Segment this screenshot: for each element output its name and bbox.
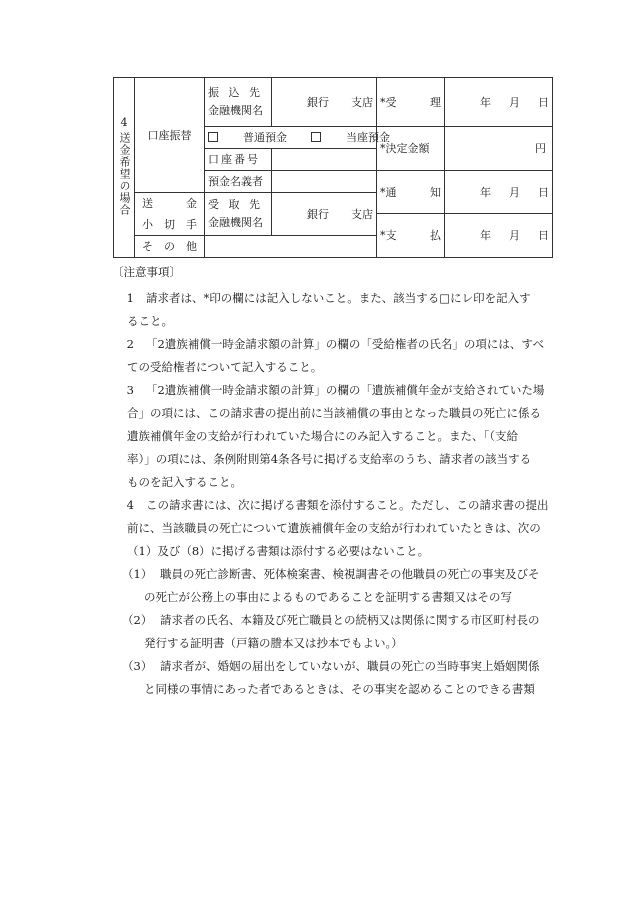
note-item-continuation: 遺族補償年金の支給が行われていた場合にのみ記入すること。また、「（支給	[127, 429, 518, 443]
bank-label: 銀行	[307, 95, 329, 109]
note-item-text: 「2遺族補償一時金請求額の計算」の欄の「遺族補償年金が支給されていた場	[146, 383, 545, 397]
receipt-month: 月	[509, 95, 520, 109]
account-transfer-label: 口座振替	[135, 78, 205, 193]
yen-label: 円	[535, 142, 546, 155]
account-holder-field[interactable]	[272, 171, 377, 193]
account-number-label: 口座番号	[205, 149, 272, 171]
note-subitem	[114, 609, 559, 655]
receiver-bank-line1: 受 取 先	[208, 198, 263, 211]
note-item	[114, 494, 559, 563]
section-title: 送金希望の場合	[118, 132, 131, 216]
note-item-first-line	[114, 287, 559, 310]
payment-label-a: *支	[380, 229, 397, 242]
remittance-check-1b: 金	[186, 197, 197, 210]
note-item-label: 3	[126, 383, 134, 397]
note-item-continuation: （1）及び（8）に掲げる書類は添付する必要はないこと。	[127, 544, 430, 558]
note-item-first-line	[114, 379, 559, 402]
remittance-check-label	[135, 193, 205, 236]
remittance-check-2a: 小	[142, 218, 153, 231]
note-item-label: 4	[126, 498, 134, 512]
note-item-continuation: ての受給権者について記入すること。	[127, 360, 323, 374]
other-label	[135, 236, 205, 258]
note-subitem-text: 請求者が、婚姻の届出をしていないが、職員の死亡の当時事実上婚姻関係	[160, 659, 540, 673]
payment-year: 年	[480, 229, 491, 242]
note-item-first-line	[114, 494, 559, 517]
notice-label-b: 知	[430, 185, 441, 199]
note-item-continuation: ものを記入すること。	[127, 475, 242, 489]
ordinary-deposit-option[interactable]	[208, 131, 287, 144]
note-item	[114, 379, 559, 494]
note-subitem-label: （2）	[122, 613, 153, 627]
ordinary-deposit-checkbox[interactable]	[208, 132, 218, 142]
note-subitem-label: （3）	[122, 659, 153, 673]
deposit-type-row	[205, 127, 390, 149]
note-item-continuation: 前に、当該職員の死亡について遺族補償年金の支給が行われていたときは、次の	[127, 521, 541, 535]
current-deposit-label: 当座預金	[346, 131, 390, 144]
ordinary-deposit-label: 普通預金	[243, 131, 287, 144]
note-subitem-label: （1）	[122, 567, 153, 581]
other-a: そ	[142, 240, 153, 253]
other-b: の	[164, 240, 175, 253]
remittance-check-1a: 送	[142, 197, 153, 210]
transfer-bank-line2: 金融機関名	[208, 104, 263, 117]
transfer-bank-field[interactable]	[272, 78, 377, 127]
payment-label	[377, 214, 445, 258]
decided-amount-label: *決定金額	[377, 127, 445, 171]
note-subitem-text: 請求者の氏名、本籍及び死亡職員との続柄又は関係に関する市区町村長の	[160, 613, 540, 627]
notice-month: 月	[509, 185, 520, 199]
remittance-form-table	[113, 77, 553, 258]
transfer-bank-line1: 振 込 先	[208, 86, 263, 99]
receiver-bank-line2: 金融機関名	[208, 216, 263, 229]
decided-amount-field[interactable]	[445, 127, 553, 171]
note-item-continuation: 合」の項には、この請求書の提出前に当該補償の事由となった職員の死亡に係る	[127, 406, 541, 420]
note-subitem-first-line	[114, 609, 559, 632]
notes-title: 〔注意事項〕	[112, 265, 181, 279]
notes-list	[114, 287, 559, 563]
section-4-cell	[114, 78, 135, 258]
note-item-text: 請求者は、*印の欄には記入しないこと。また、該当する□にレ印を記入す	[146, 291, 531, 305]
transfer-bank-label	[205, 78, 272, 127]
notice-year: 年	[480, 185, 491, 199]
current-deposit-checkbox[interactable]	[311, 132, 321, 142]
other-c: 他	[186, 240, 197, 253]
note-subitem-continuation: の死亡が公務上の事由によるものであることを証明する書類又はその写	[144, 590, 512, 604]
remittance-check-2b: 切	[164, 218, 175, 231]
notice-label-a: *通	[380, 185, 397, 199]
account-holder-label: 預金名義者	[205, 171, 272, 193]
note-item	[114, 333, 559, 379]
remittance-check-2c: 手	[186, 218, 197, 231]
account-number-field[interactable]	[272, 149, 377, 171]
note-subitem-continuation: 発行する証明書（戸籍の謄本又は抄本でもよい。）	[144, 636, 403, 650]
receipt-label	[377, 78, 445, 127]
note-subitem-first-line	[114, 563, 559, 586]
payment-label-b: 払	[430, 229, 441, 242]
section-number: 4	[120, 116, 128, 129]
note-subitem-continuation: と同様の事情にあった者であるときは、その事実を認めることのできる書類	[144, 682, 535, 696]
receipt-label-a: *受	[380, 95, 397, 109]
payment-date-field[interactable]	[445, 214, 553, 258]
current-deposit-option[interactable]	[311, 131, 390, 144]
other-field[interactable]	[205, 236, 377, 258]
receipt-label-b: 理	[430, 95, 441, 109]
note-item-label: 2	[126, 337, 134, 351]
receiver-bank-label-text: 銀行	[307, 207, 329, 221]
notes-section	[114, 263, 559, 701]
notice-date-field[interactable]	[445, 171, 553, 214]
receiver-branch-label-text: 支店	[351, 207, 373, 221]
notes-sublist	[114, 563, 559, 701]
receiver-bank-label	[205, 193, 272, 236]
note-item-continuation: 率）」の項には、条例附則第4条各号に掲げる支給率のうち、請求者の該当する	[127, 452, 532, 466]
note-item	[114, 287, 559, 333]
note-subitem-text: 職員の死亡診断書、死体検案書、検視調書その他職員の死亡の事実及びそ	[160, 567, 540, 581]
receipt-year: 年	[480, 95, 491, 109]
receipt-date-field[interactable]	[445, 78, 553, 127]
receiver-bank-field[interactable]	[272, 193, 377, 236]
note-item-text: この請求書には、次に掲げる書類を添付すること。ただし、この請求書の提出	[146, 498, 549, 512]
payment-month: 月	[509, 229, 520, 242]
note-item-continuation: ること。	[127, 314, 173, 328]
note-item-first-line	[114, 333, 559, 356]
notice-day: 日	[538, 185, 549, 199]
payment-day: 日	[538, 229, 549, 242]
note-subitem	[114, 655, 559, 701]
notice-label	[377, 171, 445, 214]
note-item-label: 1	[126, 291, 134, 305]
branch-label: 支店	[351, 95, 373, 109]
note-subitem-first-line	[114, 655, 559, 678]
receipt-day: 日	[538, 95, 549, 109]
note-subitem	[114, 563, 559, 609]
note-item-text: 「2遺族補償一時金請求額の計算」の欄の「受給権者の氏名」の項には、すべ	[146, 337, 545, 351]
